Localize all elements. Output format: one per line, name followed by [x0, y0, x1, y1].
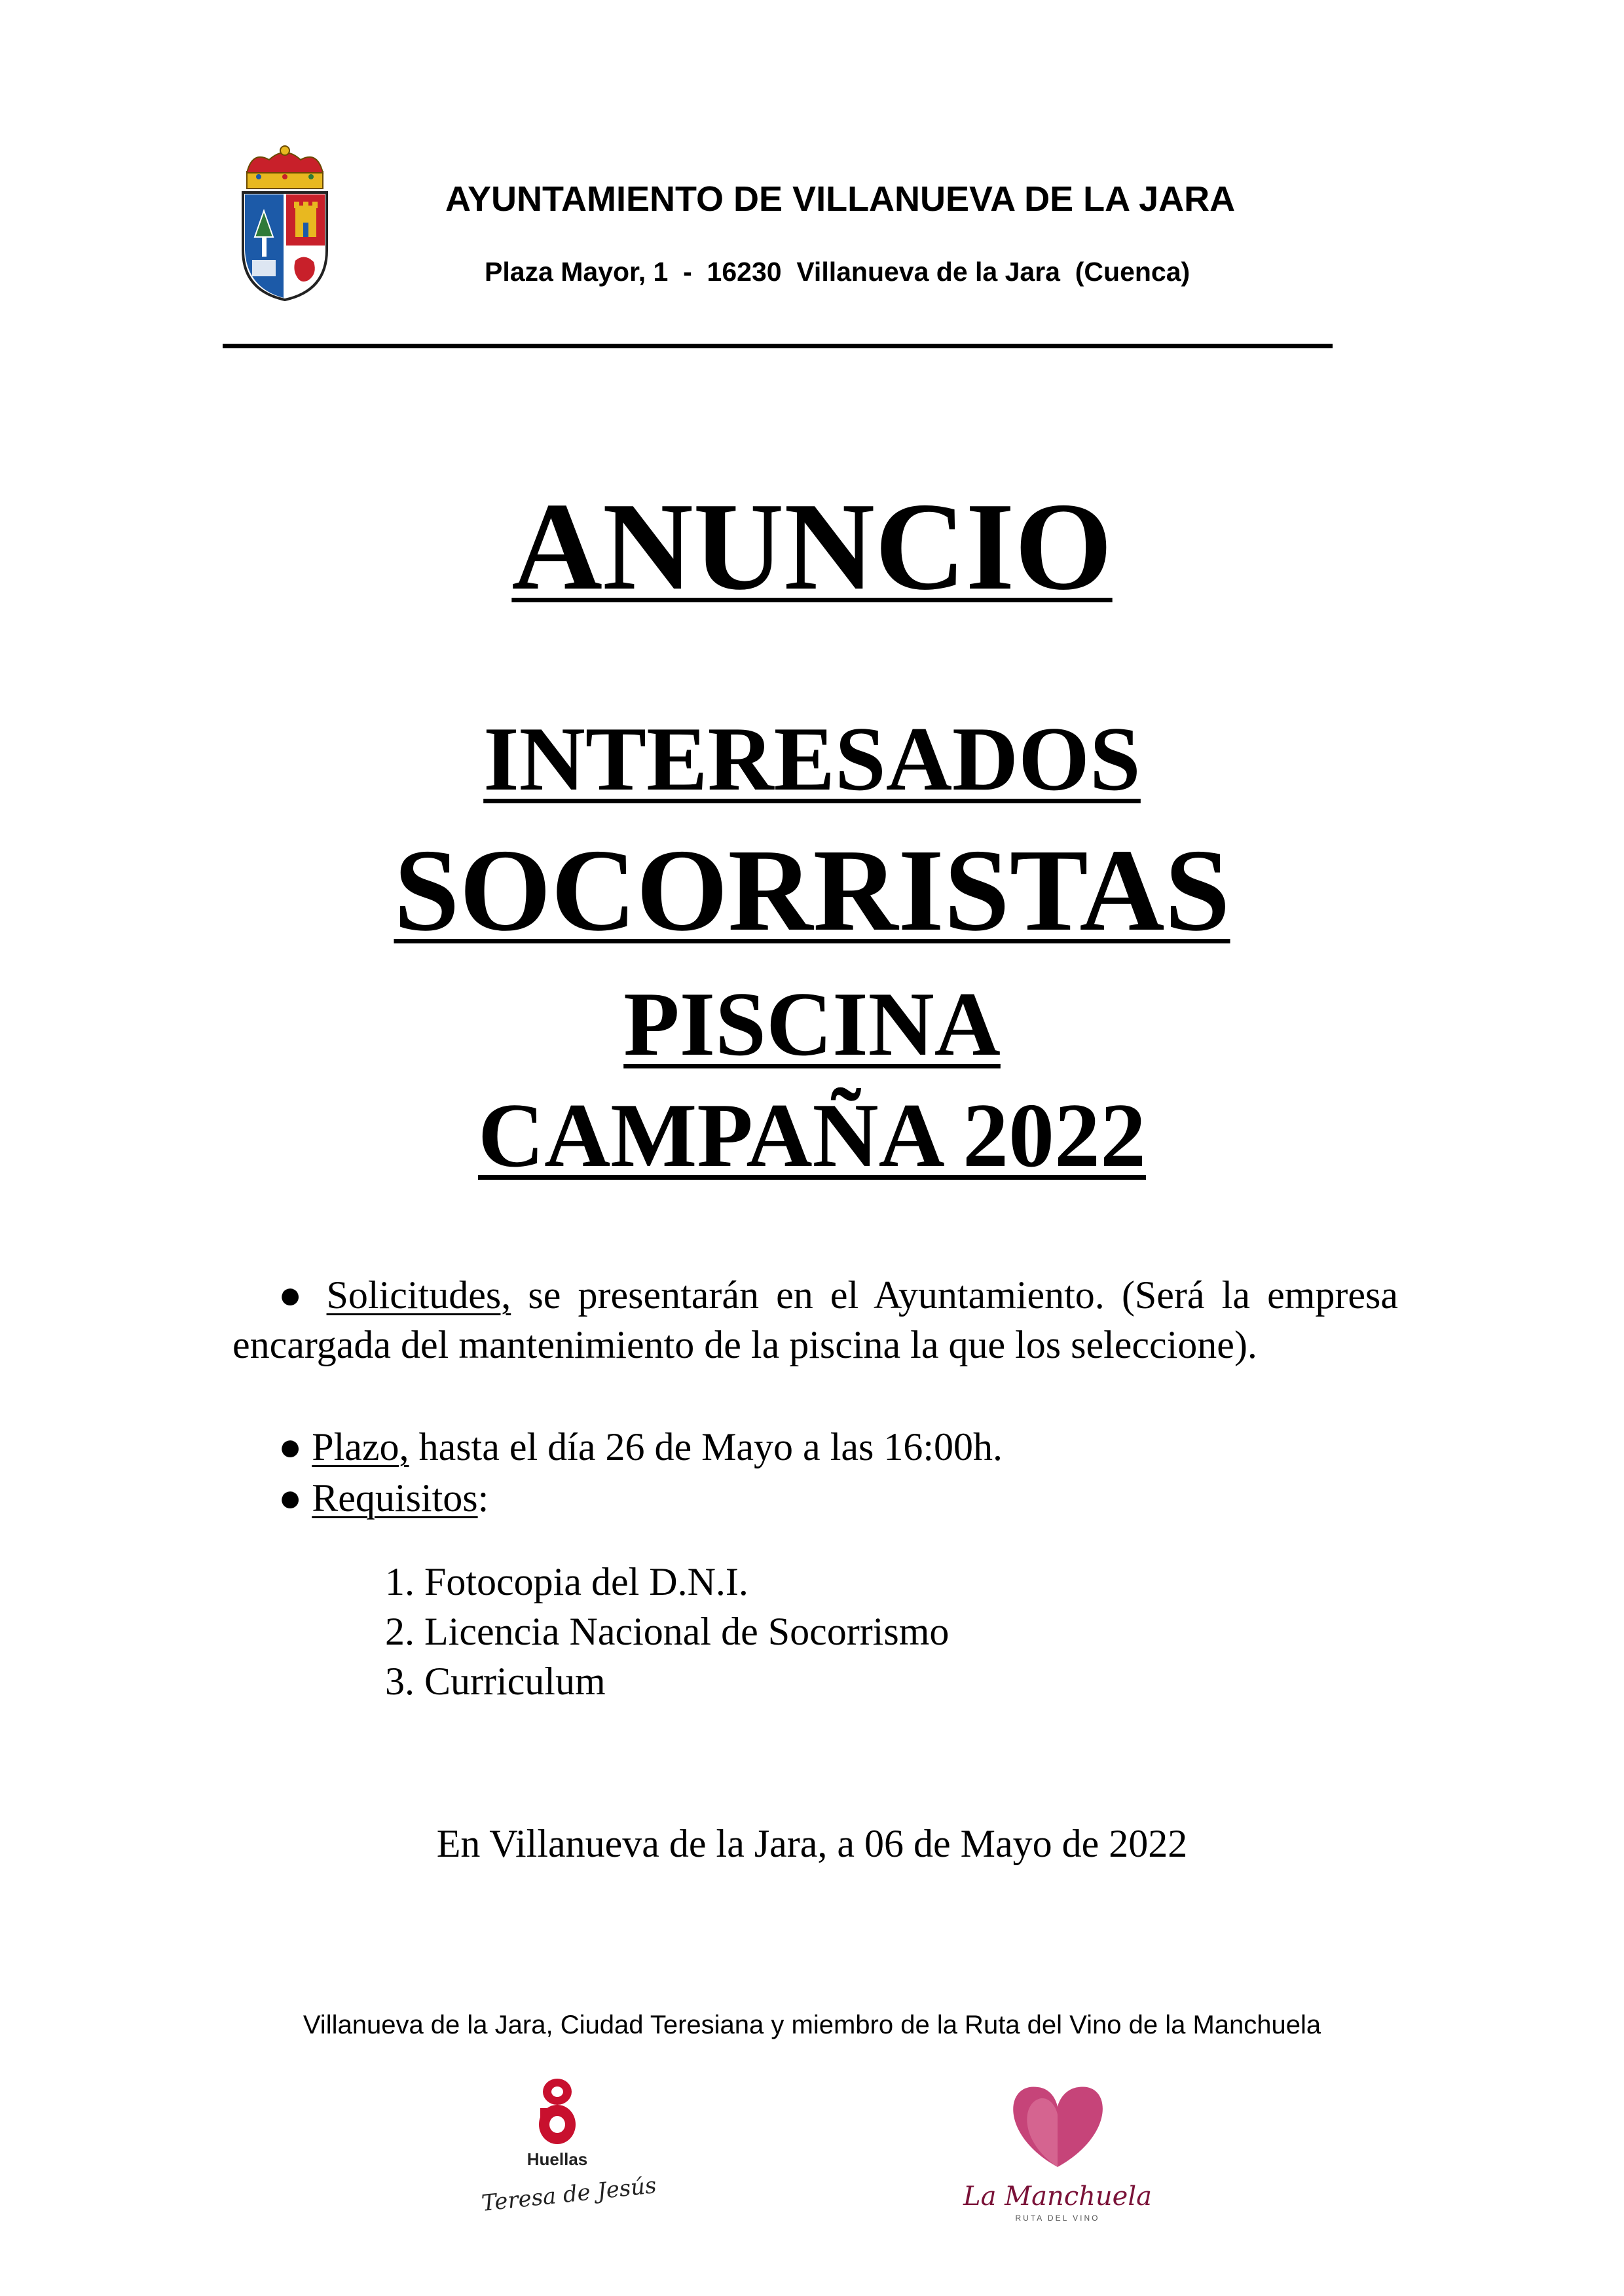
plazo-line	[278, 1422, 1392, 1472]
heading-campana	[0, 1087, 1624, 1185]
heading-anuncio-text: ANUNCIO	[511, 477, 1113, 616]
footer-text: Villanueva de la Jara, Ciudad Teresiana y miembro de la Ruta del Vino de la Manchuela	[303, 2011, 1321, 2039]
solicitudes-text: se presentarán en el Ayuntamiento. (Será la empresa encargada del mantenimiento de la piscina la que los seleccione).	[232, 1273, 1399, 1366]
heading-piscina	[0, 974, 1624, 1075]
heading-piscina-text: PISCINA	[623, 974, 1001, 1075]
list-item: 2. Licencia Nacional de Socorrismo	[385, 1610, 950, 1653]
bullet-icon: ●	[278, 1425, 303, 1468]
list-item: 3. Curriculum	[385, 1660, 606, 1703]
plazo-label: Plazo,	[312, 1425, 409, 1468]
manchuela-heart-icon	[959, 2069, 1156, 2226]
manchuela-word: La Manchuela	[963, 2181, 1152, 2212]
heading-interesados	[0, 710, 1624, 809]
huellas-signature: Teresa de Jesús	[480, 2172, 658, 2217]
coat-of-arms-logo	[232, 145, 337, 302]
bullet-icon: ●	[278, 1273, 310, 1317]
heading-socorristas-text: SOCORRISTAS	[394, 825, 1230, 955]
heading-socorristas	[0, 825, 1624, 955]
header-divider	[223, 344, 1333, 348]
huellas-logo	[480, 2072, 658, 2229]
heading-campana-text: CAMPAÑA 2022	[477, 1085, 1147, 1186]
huellas-footprint-icon	[480, 2072, 658, 2229]
requisitos-line	[278, 1473, 1392, 1523]
municipality-title: AYUNTAMIENTO DE VILLANUEVA DE LA JARA	[445, 179, 1236, 219]
place-date-signature: En Villanueva de la Jara, a 06 de Mayo de 2022	[436, 1822, 1188, 1865]
heading-anuncio	[0, 477, 1624, 616]
manchuela-logo	[959, 2069, 1156, 2226]
list-item: 1. Fotocopia del D.N.I.	[385, 1560, 748, 1603]
solicitudes-paragraph	[232, 1270, 1398, 1370]
coat-of-arms-icon	[232, 145, 337, 302]
bullet-icon: ●	[278, 1476, 303, 1520]
municipality-address: Plaza Mayor, 1 - 16230 Villanueva de la Jara (Cuenca)	[485, 257, 1190, 287]
plazo-text: hasta el día 26 de Mayo a las 16:00h.	[409, 1425, 1003, 1468]
huellas-word: Huellas	[526, 2149, 588, 2169]
requisitos-colon: :	[477, 1476, 489, 1520]
requisitos-list	[385, 1557, 1367, 1706]
manchuela-subtitle: RUTA DEL VINO	[1015, 2214, 1100, 2223]
requisitos-label: Requisitos	[312, 1476, 478, 1520]
heading-interesados-text: INTERESADOS	[483, 708, 1141, 810]
solicitudes-label: Solicitudes,	[326, 1273, 511, 1317]
